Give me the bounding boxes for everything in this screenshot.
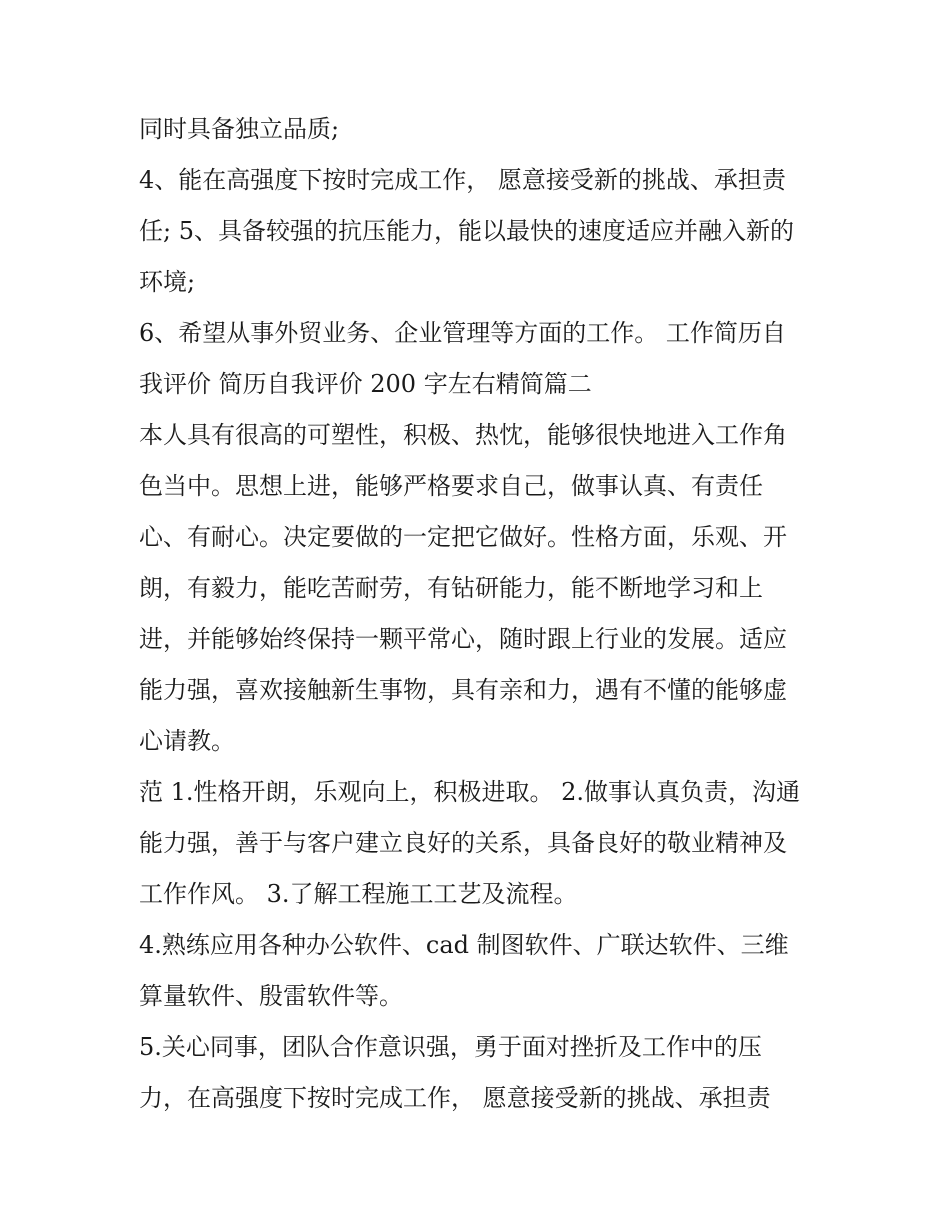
text-line: 我评价 简历自我评价 200 字左右精简篇二 [139, 370, 592, 398]
text-line: 环境; [139, 268, 196, 296]
text-line: 力，在高强度下按时完成工作， 愿意接受新的挑战、承担责 [139, 1084, 771, 1112]
text-line: 色当中。思想上进，能够严格要求自己，做事认真、有责任 [139, 472, 763, 500]
text-line: 能力强，善于与客户建立良好的关系，具备良好的敬业精神及 [139, 829, 787, 857]
text-line: 6、希望从事外贸业务、企业管理等方面的工作。 工作简历自 [139, 319, 786, 347]
text-line: 范 1.性格开朗，乐观向上，积极进取。 2.做事认真负责，沟通 [139, 778, 801, 806]
text-line: 朗，有毅力，能吃苦耐劳，有钻研能力，能不断地学习和上 [139, 574, 763, 602]
text-line: 心请教。 [139, 727, 235, 755]
document-body [139, 104, 829, 1124]
text-line: 任; 5、具备较强的抗压能力，能以最快的速度适应并融入新的 [139, 217, 794, 245]
text-line: 5.关心同事，团队合作意识强，勇于面对挫折及工作中的压 [139, 1033, 762, 1061]
text-line: 算量软件、殷雷软件等。 [139, 982, 403, 1010]
text-line: 能力强，喜欢接触新生事物，具有亲和力，遇有不懂的能够虚 [139, 676, 787, 704]
text-line: 本人具有很高的可塑性，积极、热忱，能够很快地进入工作角 [139, 421, 787, 449]
text-line: 4.熟练应用各种办公软件、cad 制图软件、广联达软件、三维 [139, 931, 789, 959]
text-line: 进，并能够始终保持一颗平常心，随时跟上行业的发展。适应 [139, 625, 787, 653]
text-line: 心、有耐心。决定要做的一定把它做好。性格方面，乐观、开 [139, 523, 787, 551]
text-line: 4、能在高强度下按时完成工作， 愿意接受新的挑战、承担责 [139, 166, 786, 194]
text-line: 同时具备独立品质; [139, 115, 340, 143]
text-line: 工作作风。 3.了解工程施工工艺及流程。 [139, 880, 578, 908]
